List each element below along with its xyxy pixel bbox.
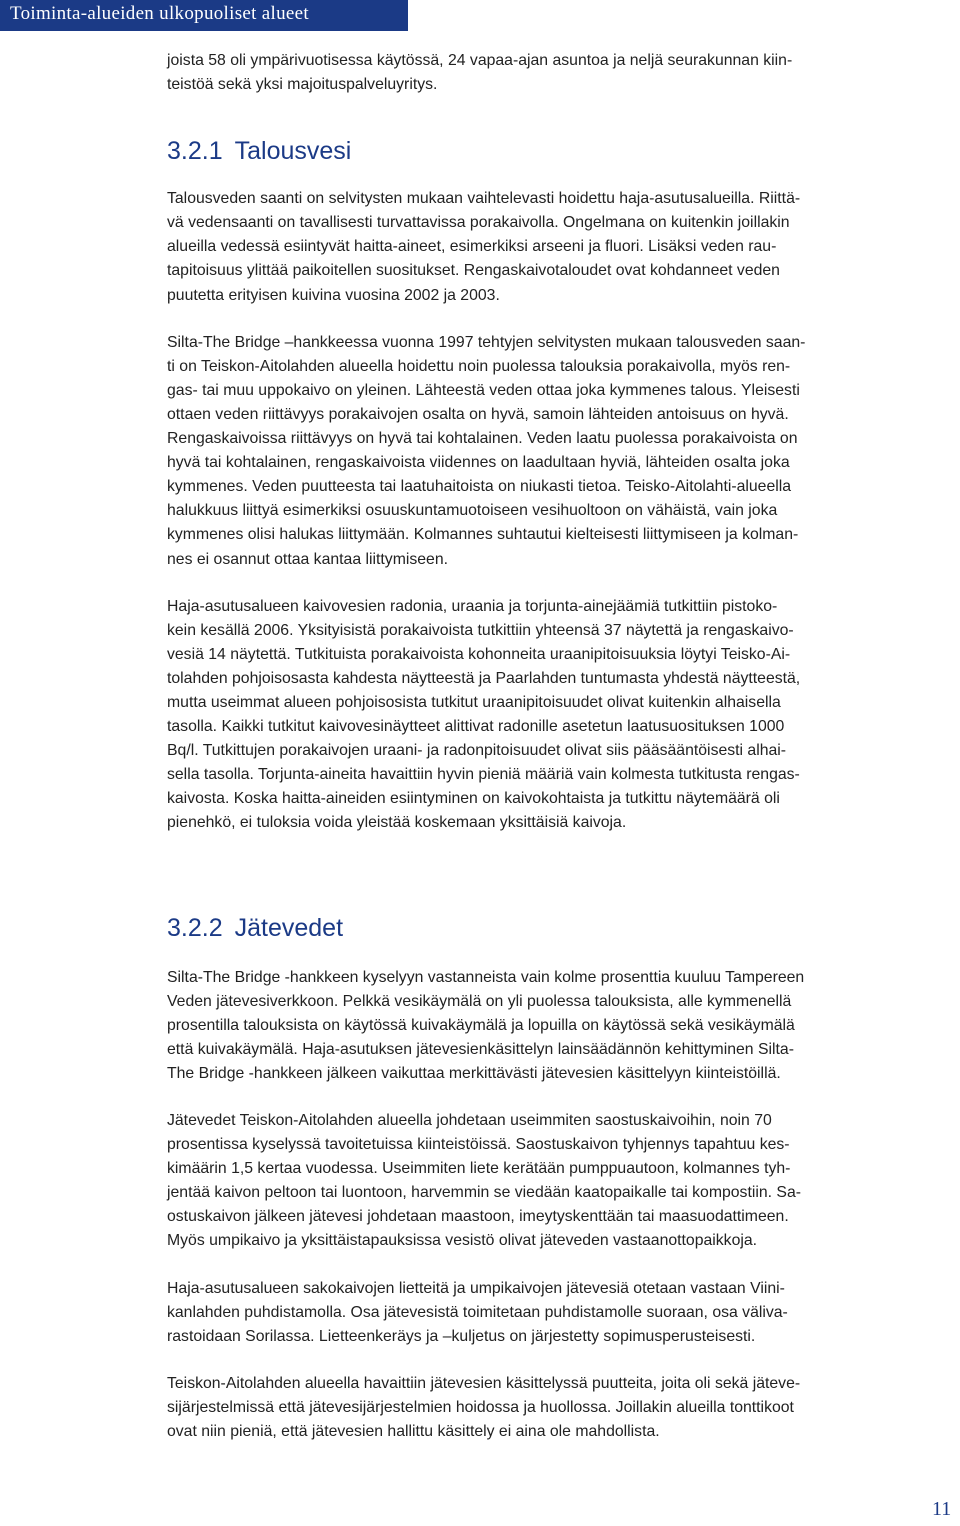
text-line: kimäärin 1,5 kertaa vuodessa. Useimmiten liete kerätään pumppuautoon, kolmannes tyh- <box>167 1160 791 1178</box>
text-line: teistöä sekä yksi majoituspalveluyritys. <box>167 76 438 94</box>
text-line: Talousveden saanti on selvitysten mukaan vaihtelevasti hoidettu haja-asutusalueilla. Riittä- <box>167 190 801 208</box>
text-line: Silta-The Bridge –hankkeessa vuonna 1997 tehtyjen selvitysten mukaan talousveden saan- <box>167 333 806 351</box>
text-line: vä vedensaanti on tavallisesti turvattavissa porakaivolla. Ongelmana on kuitenkin joillakin <box>167 214 790 232</box>
text-line: Teiskon-Aitolahden alueella havaittiin jätevesien käsittelyssä puutteita, joita oli sekä jäteve- <box>167 1374 801 1392</box>
paragraph <box>167 1372 951 1444</box>
section-number: 3.2.1 <box>167 137 223 166</box>
text-line: rastoidaan Sorilassa. Lietteenkeräys ja –kuljetus on järjestetty sopimusperusteisesti. <box>167 1327 756 1345</box>
text-line: kein kesällä 2006. Yksityisistä porakaivoista tutkittiin yhteensä 37 näytettä ja rengaskaivo- <box>167 621 794 639</box>
text-line: sijärjestelmissä että jätevesijärjestelmien hoidossa ja huollossa. Joillakin alueilla tonttikoot <box>167 1398 794 1416</box>
text-line: gas- tai muu uppokaivo on yleinen. Lähteestä veden ottaa joka kymmenes talous. Yleisesti <box>167 381 800 399</box>
text-line: halukkuus liittyä esimerkiksi osuuskuntamuotoiseen vesihuoltoon on vähäistä, vain joka <box>167 502 778 520</box>
paragraph <box>167 1109 951 1254</box>
text-line: prosentissa kyselyssä tavoitetuissa kiinteistöissä. Saostuskaivon tyhjennys tapahtuu kes- <box>167 1136 790 1154</box>
section-number: 3.2.2 <box>167 913 223 942</box>
text-line: Bq/l. Tutkittujen porakaivojen uraani- ja radonpitoisuudet olivat siis pääsääntöisesti alhai- <box>167 742 787 760</box>
paragraph <box>167 595 951 836</box>
text-line: Haja-asutusalueen kaivovesien radonia, uraania ja torjunta-ainejäämiä tutkittiin pistoko- <box>167 597 778 615</box>
text-line: puutetta erityisen kuivina vuosina 2002 ja 2003. <box>167 286 500 304</box>
intro-paragraph <box>167 49 951 97</box>
text-line: että kuivakäymälä. Haja-asutuksen jätevesienkäsittelyn lainsäädännön kehittyminen Silta- <box>167 1040 794 1058</box>
text-line: mutta useimmat alueen pohjoisosista tutkitut uraanipitoisuudet olivat kuitenkin alhaisella <box>167 693 781 711</box>
text-line: kanlahden puhdistamolla. Osa jätevesistä toimitetaan puhdistamolle suoraan, osa väliva- <box>167 1303 788 1321</box>
text-line: Veden jätevesiverkkoon. Pelkkä vesikäymälä on yli puolessa talouksista, alle kymmenellä <box>167 992 792 1010</box>
running-header-title: Toiminta-alueiden ulkopuoliset alueet <box>10 3 309 24</box>
text-line: vesiä 14 näytettä. Tutkituista porakaivoista kohonneita uraanipitoisuuksia löytyi Teisko-Ai- <box>167 645 791 663</box>
text-line: prosentilla talouksista on käytössä kuivakäymälä ja lopuilla on käytössä sekä vesikäymälä <box>167 1016 795 1034</box>
text-line: ti on Teiskon-Aitolahden alueella hoidettu noin puolessa talouksia porakaivolla, myös ren- <box>167 357 791 375</box>
section-heading-talousvesi <box>167 136 951 166</box>
text-line: tasolla. Kaikki tutkitut kaivovesinäytteet alittivat radonille asetetun laatusuosituksen 1000 <box>167 718 785 736</box>
paragraph <box>167 1277 951 1349</box>
text-line: nes ei osannut ottaa kantaa liittymiseen. <box>167 550 449 568</box>
text-line: Rengaskaivoissa riittävyys on hyvä tai kohtalainen. Veden laatu puolessa porakaivoista on <box>167 430 798 448</box>
text-line: Silta-The Bridge -hankkeen kyselyyn vastanneista vain kolme prosenttia kuuluu Tampereen <box>167 968 805 986</box>
text-line: jentää kaivon peltoon tai luontoon, harvemmin se viedään kaatopaikalle tai kompostiin. Sa- <box>167 1184 802 1202</box>
text-line: Jätevedet Teiskon-Aitolahden alueella johdetaan useimmiten saostuskaivoihin, noin 70 <box>167 1112 772 1129</box>
text-line: Haja-asutusalueen sakokaivojen lietteitä ja umpikaivojen jätevesiä otetaan vastaan Viini- <box>167 1279 785 1297</box>
text-line: ovat niin pieniä, että jätevesien hallittu käsittely ei aina ole mahdollista. <box>167 1423 660 1441</box>
text-line: ostuskaivon jälkeen jätevesi johdetaan maastoon, imeytyskenttään tai maasuodattimeen. <box>167 1208 789 1226</box>
text-line: ottaen veden riittävyys porakaivojen osalta on hyvä, samoin lähteiden antoisuus on hyvä. <box>167 405 789 423</box>
section-title: Jätevedet <box>234 913 344 942</box>
paragraph <box>167 187 951 307</box>
text-line: Myös umpikaivo ja yksittäistapauksissa vesistö olivat jäteveden vastaanottopaikkoja. <box>167 1232 758 1250</box>
text-line: kymmenes olisi halukas liittymään. Kolmannes suhtautui kielteisesti liittymiseen ja kolman- <box>167 526 799 544</box>
paragraph <box>167 331 951 572</box>
page-number: 11 <box>932 1498 952 1520</box>
text-line: alueilla vedessä esiintyvät haitta-aineet, esimerkiksi arseeni ja fluori. Lisäksi veden rau- <box>167 238 777 256</box>
running-header-bar <box>0 0 408 31</box>
text-line: hyvä tai kohtalainen, rengaskaivoista viidennes on laadultaan hyviä, lähteiden osalta joka <box>167 454 790 472</box>
text-line: kymmenes. Veden puutteesta tai laatuhaitoista on niukasti tietoa. Teisko-Aitolahti-alueella <box>167 478 792 496</box>
text-line: tolahden pohjoisosasta kahdesta näytteestä ja Paarlahden tuntumasta yhdestä näytteestä, <box>167 669 801 687</box>
text-line: The Bridge -hankkeen jälkeen vaikuttaa merkittävästi jätevesien käsittelyyn kiinteistöillä. <box>167 1064 781 1082</box>
text-line: sella tasolla. Torjunta-aineita havaittiin hyvin pieniä määriä vain kolmesta tutkitusta rengas- <box>167 766 800 784</box>
section-title: Talousvesi <box>234 137 352 166</box>
page-content <box>167 49 951 1444</box>
text-line: tapitoisuus ylittää paikoitellen suositukset. Rengaskaivotaloudet ovat kohdanneet veden <box>167 262 780 280</box>
paragraph <box>167 966 951 1086</box>
text-line: kaivosta. Koska haitta-aineiden esiintyminen on kaivokohtaista ja tutkittu näytemäärä oli <box>167 790 780 808</box>
text-line: pienehkö, ei tuloksia voida yleistää koskemaan yksittäisiä kaivoja. <box>167 814 627 832</box>
text-line: joista 58 oli ympärivuotisessa käytössä, 24 vapaa-ajan asuntoa ja neljä seurakunnan kiin- <box>167 52 793 69</box>
section-heading-jatevedet <box>167 913 951 943</box>
